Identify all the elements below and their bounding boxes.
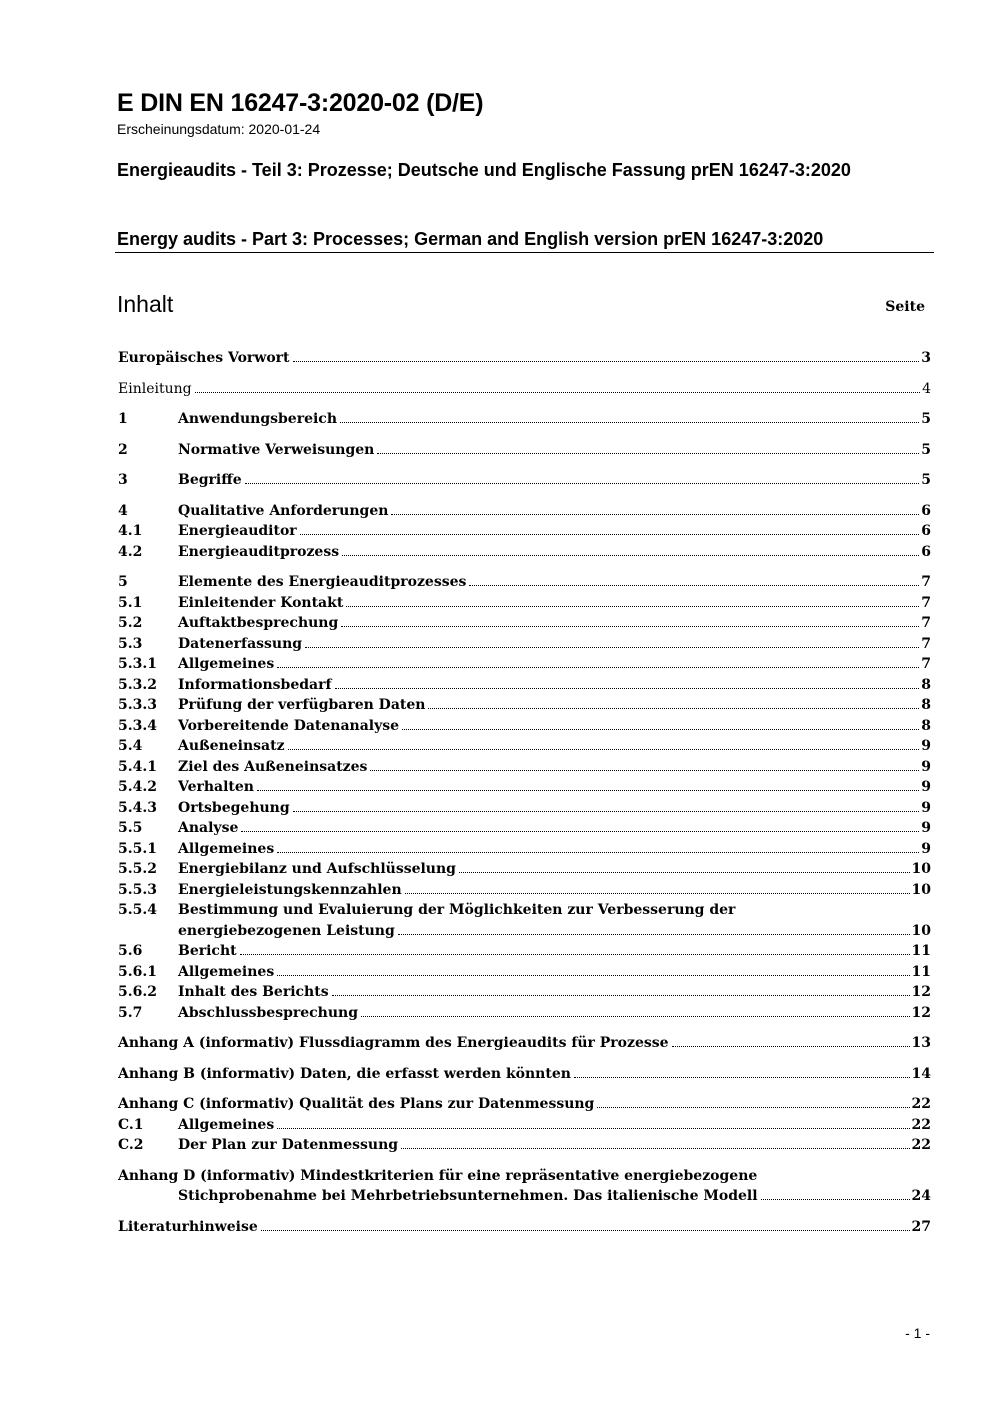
toc-entry-title: Anhang B (informativ) Daten, die erfasst werden könnten	[118, 1065, 571, 1082]
toc-entry-number: 5.5.3	[118, 881, 157, 898]
toc-entry[interactable]	[118, 409, 931, 430]
toc-entry-page: 4	[922, 380, 931, 397]
toc-entry[interactable]	[118, 982, 931, 1003]
toc-entry-title: Verhalten	[178, 779, 254, 795]
toc-leader-dots	[293, 361, 920, 362]
toc-entry-title: Allgemeines	[178, 1116, 275, 1133]
toc-entry[interactable]	[118, 348, 931, 369]
toc-entry[interactable]	[118, 654, 931, 675]
toc-entry-page: 10	[911, 881, 931, 898]
toc-leader-dots	[245, 483, 920, 484]
toc-entry-page: 22	[911, 1096, 931, 1112]
toc-leader-dots	[469, 585, 919, 586]
toc-entry-page: 3	[921, 350, 931, 366]
toc-entry[interactable]	[118, 1135, 931, 1156]
toc-entry-page: 7	[921, 615, 931, 631]
toc-leader-dots	[391, 514, 919, 515]
toc-entry-page: 12	[911, 984, 931, 1000]
toc-entry[interactable]	[118, 962, 931, 983]
toc-entry-title: Auftaktbesprechung	[178, 615, 339, 631]
toc-entry[interactable]	[118, 675, 931, 696]
toc-leader-dots	[293, 811, 920, 812]
toc-entry[interactable]	[118, 777, 931, 798]
toc-leader-dots	[342, 555, 919, 556]
toc-entry-page: 6	[921, 523, 931, 539]
toc-leader-dots	[370, 770, 919, 771]
toc-entry-title: Außeneinsatz	[178, 738, 285, 754]
toc-leader-dots	[240, 954, 910, 955]
toc-entry-page: 7	[921, 574, 931, 590]
toc-entry-number: 5.4.2	[118, 779, 157, 795]
toc-entry[interactable]	[118, 736, 931, 757]
toc-entry-title: Normative Verweisungen	[178, 441, 375, 458]
toc-entry-title: Energieleistungskennzahlen	[178, 881, 402, 898]
toc-entry-title: Literaturhinweise	[118, 1218, 258, 1235]
toc-entry-title: Energieauditor	[178, 523, 297, 539]
toc-leader-dots	[428, 708, 919, 709]
toc-entry[interactable]	[118, 1217, 931, 1238]
toc-entry-number: 5.6.1	[118, 963, 157, 980]
toc-entry-title: Einleitender Kontakt	[178, 594, 344, 611]
toc-leader-dots	[401, 1148, 909, 1149]
toc-entry[interactable]	[118, 440, 931, 461]
toc-entry-title: Analyse	[178, 820, 239, 836]
toc-entry-page: 8	[921, 676, 931, 693]
toc-heading: Inhalt	[117, 291, 174, 317]
toc-entry[interactable]	[118, 716, 931, 737]
toc-entry-number: C.2	[118, 1137, 144, 1153]
toc-entry-page: 9	[921, 738, 931, 754]
toc-entry[interactable]	[118, 880, 931, 901]
toc-entry-title: Begriffe	[178, 472, 242, 488]
toc-entry-number: 3	[118, 472, 128, 488]
toc-entry-page: 11	[911, 963, 931, 980]
toc-entry-title: Abschlussbesprechung	[178, 1004, 358, 1021]
toc-leader-dots	[672, 1046, 910, 1047]
toc-entry-title: Energieauditprozess	[178, 543, 340, 560]
publication-date: Erscheinungsdatum: 2020-01-24	[117, 121, 321, 137]
toc-leader-dots	[361, 1016, 910, 1017]
toc-entry-number: C.1	[118, 1116, 144, 1133]
toc-entry-number: 5.4	[118, 738, 143, 754]
toc-entry-page: 11	[911, 943, 931, 959]
toc-entry[interactable]	[118, 501, 931, 522]
toc-entry-number: 5.1	[118, 594, 143, 611]
toc-entry[interactable]	[118, 593, 931, 614]
toc-entry-page: 7	[921, 635, 931, 652]
toc-entry-page: 22	[911, 1137, 931, 1153]
title-german: Energieaudits - Teil 3: Prozesse; Deutsche und Englische Fassung prEN 16247-3:2020	[117, 160, 851, 180]
toc-entry-title: Bericht	[178, 943, 237, 959]
toc-entry-title: Energiebilanz und Aufschlüsselung	[178, 861, 456, 877]
toc-entry-number: 5	[118, 574, 128, 590]
toc-entry-number: 4.1	[118, 523, 143, 539]
toc-entry-page: 6	[921, 502, 931, 519]
toc-leader-dots	[277, 975, 909, 976]
toc-entry-page: 8	[921, 717, 931, 734]
toc-entry[interactable]	[118, 572, 931, 593]
toc-entry-page: 9	[921, 799, 931, 816]
toc-entry-page: 12	[911, 1004, 931, 1021]
toc-entry[interactable]	[118, 1115, 931, 1136]
title-english: Energy audits - Part 3: Processes; German and English version prEN 16247-3:2020	[117, 229, 824, 249]
toc-entry-title: Allgemeines	[178, 963, 275, 980]
toc-entry-page: 10	[911, 861, 931, 877]
toc-leader-dots	[277, 1128, 909, 1129]
toc-leader-dots	[398, 934, 910, 935]
toc-entry-number: 5.5.2	[118, 861, 157, 877]
toc-entry[interactable]	[118, 1094, 931, 1115]
toc-entry-page: 24	[911, 1188, 931, 1204]
toc-entry-title-continued: Stichprobenahme bei Mehrbetriebsunternehmen. Das italienische Modell	[178, 1188, 758, 1204]
toc-entry-number: 5.4.1	[118, 758, 157, 775]
toc-entry-number: 5.6.2	[118, 984, 157, 1000]
toc-leader-dots	[597, 1107, 909, 1108]
toc-entry-page: 7	[921, 594, 931, 611]
toc-leader-dots	[761, 1199, 910, 1200]
toc-leader-dots	[261, 1230, 910, 1231]
toc-entry-page: 9	[921, 820, 931, 836]
toc-entry[interactable]	[118, 695, 931, 716]
toc-leader-dots	[459, 872, 910, 873]
toc-entry-page: 8	[921, 697, 931, 713]
toc-entry-number: 5.7	[118, 1004, 143, 1021]
toc-entry-title: Vorbereitende Datenanalyse	[178, 717, 400, 734]
toc-entry-title: Datenerfassung	[178, 635, 303, 652]
toc-entry-title: Bestimmung und Evaluierung der Möglichkeiten zur Verbesserung der	[178, 902, 736, 918]
toc-entry-page: 9	[921, 779, 931, 795]
toc-entry-title: Anwendungsbereich	[178, 411, 337, 427]
toc-entry[interactable]	[118, 798, 931, 819]
toc-entry-title: Anhang C (informativ) Qualität des Plans zur Datenmessung	[118, 1096, 595, 1112]
toc-entry-page: 22	[911, 1116, 931, 1133]
toc-entry[interactable]	[118, 542, 931, 563]
toc-entry-title: Ziel des Außeneinsatzes	[178, 758, 368, 775]
toc-entry-number: 5.5	[118, 820, 143, 836]
toc-entry-title: Anhang A (informativ) Flussdiagramm des Energieaudits für Prozesse	[118, 1035, 669, 1051]
toc-entry[interactable]	[118, 1033, 931, 1054]
toc-leader-dots	[277, 852, 919, 853]
toc-entry-number: 5.3.1	[118, 656, 157, 672]
toc-entry-title: Informationsbedarf	[178, 676, 332, 693]
toc-entry-title-continued: energiebezogenen Leistung	[178, 922, 395, 939]
toc-entry-number: 5.3	[118, 635, 143, 652]
toc-entry-page: 13	[911, 1035, 931, 1051]
toc-leader-dots	[305, 647, 919, 648]
toc-entry[interactable]	[118, 818, 931, 839]
toc-leader-dots	[402, 729, 919, 730]
toc-leader-dots	[341, 626, 919, 627]
toc-entry[interactable]	[118, 900, 931, 941]
toc-leader-dots	[241, 831, 919, 832]
page-number: - 1 -	[905, 1325, 930, 1341]
toc-entry[interactable]	[118, 613, 931, 634]
toc-entry-page: 6	[921, 543, 931, 560]
toc-entry[interactable]	[118, 1166, 931, 1207]
toc-entry[interactable]	[118, 839, 931, 860]
toc-entry-number: 1	[118, 411, 128, 427]
table-of-contents	[118, 348, 931, 1237]
toc-leader-dots	[405, 893, 910, 894]
toc-entry-number: 5.2	[118, 615, 143, 631]
toc-entry-page: 14	[911, 1065, 931, 1082]
toc-entry[interactable]	[118, 521, 931, 542]
toc-leader-dots	[574, 1077, 910, 1078]
toc-entry[interactable]	[118, 379, 931, 400]
toc-entry[interactable]	[118, 470, 931, 491]
toc-entry-title: Der Plan zur Datenmessung	[178, 1137, 399, 1153]
toc-entry-title: Anhang D (informativ) Mindestkriterien für eine repräsentative energiebezogene	[118, 1167, 758, 1184]
toc-leader-dots	[300, 534, 920, 535]
toc-entry-title: Elemente des Energieauditprozesses	[178, 574, 467, 590]
toc-entry-page: 7	[921, 656, 931, 672]
toc-entry-page: 9	[921, 840, 931, 857]
toc-entry-number: 5.3.3	[118, 697, 157, 713]
toc-entry-title: Ortsbegehung	[178, 799, 290, 816]
toc-entry[interactable]	[118, 1064, 931, 1085]
toc-entry-number: 5.5.1	[118, 840, 157, 857]
toc-leader-dots	[195, 392, 921, 393]
toc-entry-title: Allgemeines	[178, 656, 275, 672]
toc-entry[interactable]	[118, 941, 931, 962]
document-title: E DIN EN 16247-3:2020-02 (D/E)	[117, 89, 484, 117]
toc-entry-page: 5	[921, 441, 931, 458]
toc-entry-page: 5	[921, 411, 931, 427]
toc-entry[interactable]	[118, 757, 931, 778]
toc-entry-title: Allgemeines	[178, 840, 275, 857]
toc-entry-page: 9	[921, 758, 931, 775]
toc-page-column-label: Seite	[885, 299, 925, 315]
toc-entry-number: 4	[118, 502, 128, 519]
toc-leader-dots	[346, 606, 919, 607]
toc-entry-number: 5.3.2	[118, 676, 157, 693]
toc-entry-title: Prüfung der verfügbaren Daten	[178, 697, 426, 713]
toc-entry[interactable]	[118, 634, 931, 655]
toc-entry-page: 10	[911, 922, 931, 939]
toc-entry-number: 4.2	[118, 543, 143, 560]
toc-entry-number: 5.5.4	[118, 902, 157, 918]
toc-entry-title: Inhalt des Berichts	[178, 984, 329, 1000]
toc-entry[interactable]	[118, 1003, 931, 1024]
toc-entry-number: 2	[118, 441, 128, 458]
toc-entry-number: 5.3.4	[118, 717, 157, 734]
toc-leader-dots	[277, 667, 919, 668]
toc-entry-page: 5	[921, 472, 931, 488]
toc-entry-number: 5.4.3	[118, 799, 157, 816]
toc-entry-title: Einleitung	[118, 380, 192, 397]
toc-entry-page: 27	[911, 1218, 931, 1235]
toc-leader-dots	[335, 688, 920, 689]
toc-leader-dots	[377, 453, 919, 454]
toc-leader-dots	[257, 790, 919, 791]
toc-entry-title: Qualitative Anforderungen	[178, 502, 389, 519]
toc-entry-number: 5.6	[118, 943, 143, 959]
toc-leader-dots	[288, 749, 920, 750]
toc-leader-dots	[340, 422, 919, 423]
toc-entry[interactable]	[118, 859, 931, 880]
toc-entry-title: Europäisches Vorwort	[118, 350, 290, 366]
header-divider	[115, 252, 934, 253]
toc-leader-dots	[332, 995, 910, 996]
